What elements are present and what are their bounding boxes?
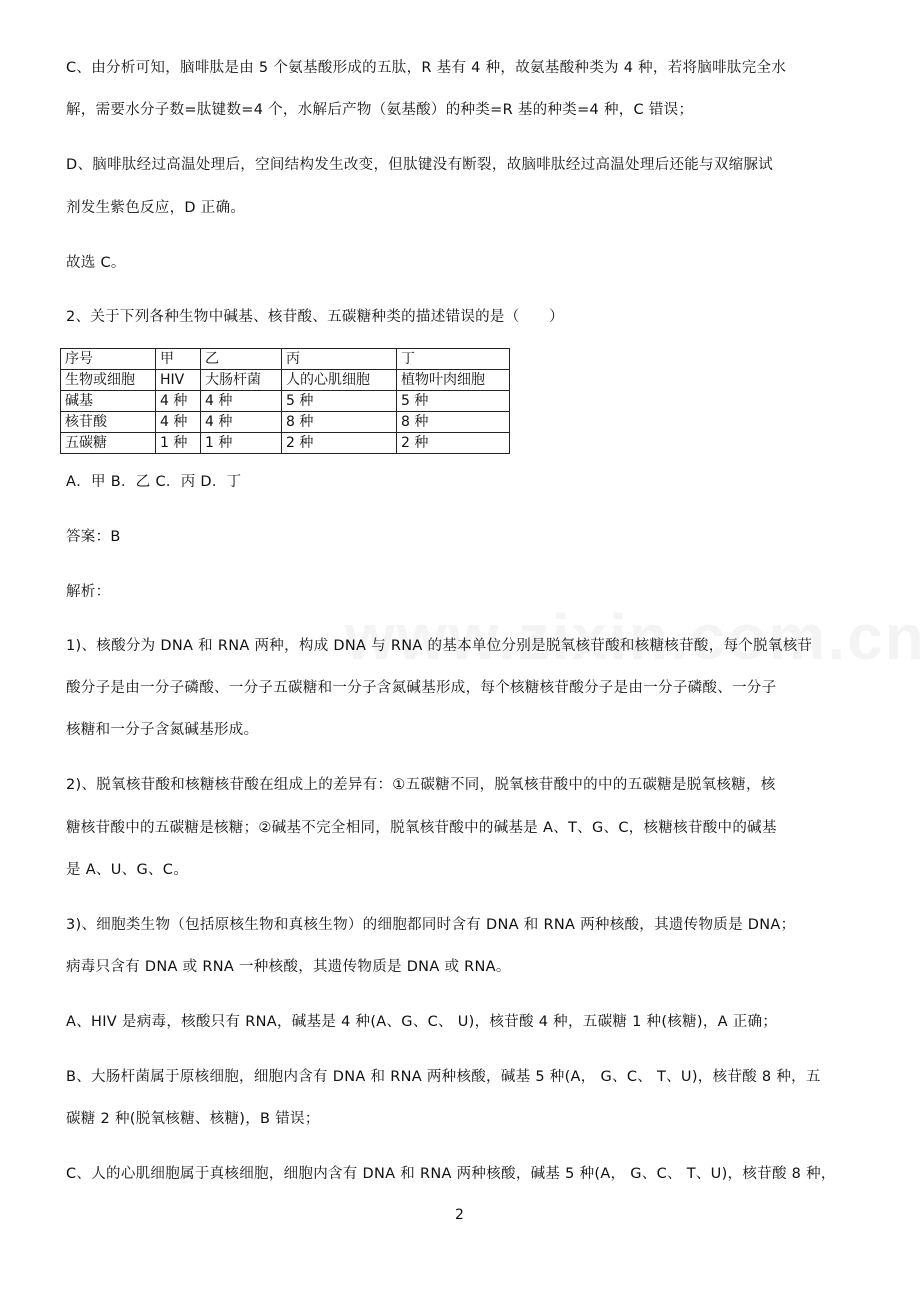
table-cell: 4 种 (201, 391, 282, 412)
analysis-point-1-line-2: 酸分子是由一分子磷酸、一分子五碳糖和一分子含氮碱基形成，每个核糖核苷酸分子是由一分子磷酸、一分子 (66, 680, 777, 696)
table-header-cell: 丙 (282, 349, 397, 370)
table-cell: 2 种 (282, 433, 397, 454)
table-row (61, 412, 510, 433)
table-cell: 4 种 (156, 412, 201, 433)
option-b-explanation-line-1: B、大肠杆菌属于原核细胞，细胞内含有 DNA 和 RNA 两种核酸，碱基 5 种(A， G、C、 T、U)，核苷酸 8 种，五 (66, 1069, 821, 1085)
table-cell: 1 种 (201, 433, 282, 454)
question-2: 2、关于下列各种生物中碱基、核苷酸、五碳糖种类的描述错误的是（ ） (66, 309, 564, 325)
table-row (61, 433, 510, 454)
table-cell: 五碳糖 (61, 433, 156, 454)
option-c-explanation-line-1: C、人的心肌细胞属于真核细胞，细胞内含有 DNA 和 RNA 两种核酸，碱基 5 种(A， G、C、 T、U)，核苷酸 8 种， (66, 1166, 836, 1182)
table-row (61, 370, 510, 391)
analysis-label: 解析： (66, 584, 111, 600)
table-cell: 1 种 (156, 433, 201, 454)
table-cell: 核苷酸 (61, 412, 156, 433)
table-cell: 4 种 (156, 391, 201, 412)
table-cell: 5 种 (397, 391, 510, 412)
analysis-point-2-line-3: 是 A、U、G、C。 (66, 862, 189, 878)
answer-options: A．甲 B．乙 C．丙 D．丁 (66, 474, 242, 490)
analysis-point-1-line-1: 1)、核酸分为 DNA 和 RNA 两种，构成 DNA 与 RNA 的基本单位分别是脱氧核苷酸和核糖核苷酸，每个脱氧核苷 (66, 638, 813, 654)
table-row (61, 391, 510, 412)
analysis-point-2-line-2: 糖核苷酸中的五碳糖是核糖；②碱基不完全相同，脱氧核苷酸中的碱基是 A、T、G、C，核糖核苷酸中的碱基 (66, 820, 777, 836)
table-header-cell: 甲 (156, 349, 201, 370)
table-cell: 5 种 (282, 391, 397, 412)
choose-answer: 故选 C。 (66, 255, 126, 271)
table-header-row (61, 349, 510, 370)
analysis-point-2-line-1: 2)、脱氧核苷酸和核糖核苷酸在组成上的差异有：①五碳糖不同，脱氧核苷酸中的中的五碳糖是脱氧核糖，核 (66, 777, 776, 793)
table-cell: HIV (156, 370, 201, 391)
table-header-cell: 序号 (61, 349, 156, 370)
table-header-cell: 丁 (397, 349, 510, 370)
table-cell: 碱基 (61, 391, 156, 412)
table-cell: 大肠杆菌 (201, 370, 282, 391)
analysis-point-3-line-2: 病毒只含有 DNA 或 RNA 一种核酸，其遗传物质是 DNA 或 RNA。 (66, 959, 511, 975)
option-d-analysis-line-1: D、脑啡肽经过高温处理后，空间结构发生改变，但肽键没有断裂，故脑啡肽经过高温处理后还能与双缩脲试 (66, 157, 774, 173)
table-header-cell: 乙 (201, 349, 282, 370)
option-a-explanation: A、HIV 是病毒，核酸只有 RNA，碱基是 4 种(A、G、C、 U)，核苷酸 4 种，五碳糖 1 种(核糖)，A 正确； (66, 1014, 778, 1030)
option-d-analysis-line-2: 剂发生紫色反应，D 正确。 (66, 200, 246, 216)
analysis-point-1-line-3: 核糖和一分子含氮碱基形成。 (66, 722, 259, 738)
option-b-explanation-line-2: 碳糖 2 种(脱氧核糖、核糖)，B 错误； (66, 1111, 320, 1127)
table-cell: 植物叶肉细胞 (397, 370, 510, 391)
page-number: 2 (455, 1207, 464, 1223)
question-table (60, 348, 510, 454)
answer-label: 答案：B (66, 529, 121, 545)
table-cell: 4 种 (201, 412, 282, 433)
option-c-analysis-line-2: 解，需要水分子数=肽键数=4 个，水解后产物（氨基酸）的种类=R 基的种类=4 种，C 错误； (66, 102, 694, 118)
table-cell: 8 种 (397, 412, 510, 433)
table-cell: 生物或细胞 (61, 370, 156, 391)
option-c-analysis-line-1: C、由分析可知，脑啡肽是由 5 个氨基酸形成的五肽，R 基有 4 种，故氨基酸种类为 4 种，若将脑啡肽完全水 (66, 60, 787, 76)
analysis-point-3-line-1: 3)、细胞类生物（包括原核生物和真核生物）的细胞都同时含有 DNA 和 RNA 两种核酸，其遗传物质是 DNA； (66, 917, 796, 933)
table-cell: 人的心肌细胞 (282, 370, 397, 391)
table-cell: 8 种 (282, 412, 397, 433)
table-cell: 2 种 (397, 433, 510, 454)
